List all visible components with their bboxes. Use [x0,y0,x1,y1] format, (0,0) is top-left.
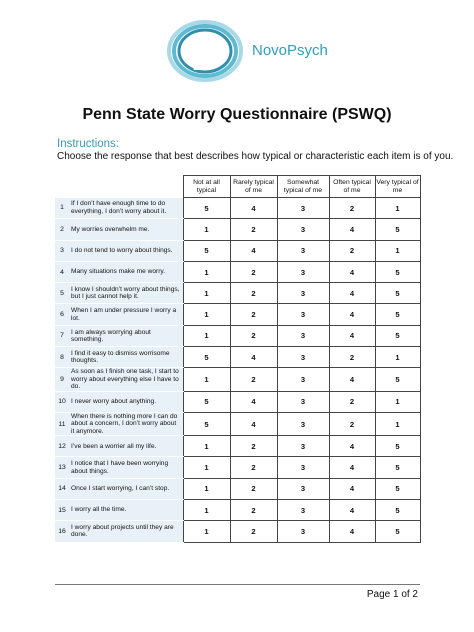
score-option[interactable]: 4 [329,478,375,499]
score-option[interactable]: 5 [375,368,420,391]
score-option[interactable]: 3 [277,198,329,219]
table-row [55,304,420,325]
score-option[interactable]: 2 [329,240,375,261]
score-option[interactable]: 1 [375,347,420,368]
score-option[interactable]: 5 [375,325,420,346]
score-option[interactable]: 1 [183,478,230,499]
score-option[interactable]: 2 [230,478,277,499]
item-text: I find it easy to dismiss worrisome thoughts. [69,347,183,368]
header-blank [55,176,69,198]
score-option[interactable]: 3 [277,521,329,542]
score-option[interactable]: 3 [277,436,329,457]
header-blank [69,176,183,198]
score-option[interactable]: 5 [183,391,230,412]
item-text: My worries overwhelm me. [69,219,183,240]
score-option[interactable]: 2 [230,283,277,304]
item-text: I am always worrying about something. [69,325,183,346]
item-text: As soon as I finish one task, I start to worry about everything else I have to do. [69,368,183,391]
column-header: Very typical of me [375,176,420,198]
score-option[interactable]: 4 [329,521,375,542]
score-option[interactable]: 1 [375,240,420,261]
item-number: 12 [55,436,69,457]
score-option[interactable]: 3 [277,457,329,478]
score-option[interactable]: 4 [329,368,375,391]
score-option[interactable]: 1 [183,436,230,457]
score-option[interactable]: 5 [375,436,420,457]
table-row [55,478,420,499]
instructions-heading: Instructions: [57,138,119,150]
item-number: 15 [55,500,69,521]
score-option[interactable]: 1 [183,219,230,240]
score-option[interactable]: 1 [183,500,230,521]
score-option[interactable]: 2 [329,412,375,435]
page-number: Page 1 of 2 [366,589,418,600]
table-row [55,240,420,261]
score-option[interactable]: 4 [230,198,277,219]
score-option[interactable]: 3 [277,478,329,499]
footer-divider [55,584,420,585]
item-text: I worry about projects until they are done. [69,521,183,542]
item-text: I do not tend to worry about things. [69,240,183,261]
score-option[interactable]: 2 [230,457,277,478]
score-option[interactable]: 2 [329,347,375,368]
score-option[interactable]: 5 [375,219,420,240]
item-number: 2 [55,219,69,240]
score-option[interactable]: 2 [230,325,277,346]
score-option[interactable]: 5 [183,240,230,261]
score-option[interactable]: 3 [277,368,329,391]
score-option[interactable]: 2 [329,198,375,219]
score-option[interactable]: 1 [183,521,230,542]
item-number: 10 [55,391,69,412]
score-option[interactable]: 2 [230,304,277,325]
item-number: 16 [55,521,69,542]
item-text: If I don’t have enough time to do everything, I don’t worry about it. [69,198,183,219]
score-option[interactable]: 5 [375,500,420,521]
score-option[interactable]: 3 [277,325,329,346]
table-row [55,261,420,282]
table-row [55,436,420,457]
item-text: I know I shouldn’t worry about things, but I just cannot help it. [69,283,183,304]
score-option[interactable]: 4 [329,436,375,457]
item-text: Once I start worrying, I can’t stop. [69,478,183,499]
score-option[interactable]: 1 [183,261,230,282]
score-option[interactable]: 1 [375,391,420,412]
score-option[interactable]: 4 [329,304,375,325]
item-text: Many situations make me worry. [69,261,183,282]
item-text: I never worry about anything. [69,391,183,412]
page-title: Penn State Worry Questionnaire (PSWQ) [82,106,392,123]
header-row [55,176,420,198]
score-option[interactable]: 3 [277,240,329,261]
table-row [55,219,420,240]
score-option[interactable]: 5 [375,478,420,499]
score-option[interactable]: 1 [375,412,420,435]
score-option[interactable]: 5 [375,283,420,304]
item-text: I notice that I have been worrying about things. [69,457,183,478]
score-option[interactable]: 4 [329,283,375,304]
table-row [55,198,420,219]
brand-name: NovoPsych [252,42,328,59]
head-profile-logo-icon [167,20,243,82]
score-option[interactable]: 4 [329,219,375,240]
score-option[interactable]: 4 [329,500,375,521]
table-row [55,412,420,435]
table-row [55,347,420,368]
score-option[interactable]: 3 [277,283,329,304]
score-option[interactable]: 5 [183,412,230,435]
score-option[interactable]: 4 [329,325,375,346]
item-number: 7 [55,325,69,346]
score-option[interactable]: 4 [329,261,375,282]
item-number: 6 [55,304,69,325]
score-option[interactable]: 1 [375,198,420,219]
table-row [55,283,420,304]
score-option[interactable]: 5 [375,261,420,282]
score-option[interactable]: 1 [183,457,230,478]
score-option[interactable]: 4 [329,457,375,478]
score-option[interactable]: 2 [230,261,277,282]
score-option[interactable]: 2 [230,368,277,391]
item-number: 9 [55,368,69,391]
score-option[interactable]: 1 [183,304,230,325]
score-option[interactable]: 2 [329,391,375,412]
item-text: I’ve been a worrier all my life. [69,436,183,457]
table-row [55,500,420,521]
column-header: Somewhat typical of me [277,176,329,198]
score-option[interactable]: 2 [230,436,277,457]
score-option[interactable]: 1 [183,283,230,304]
score-option[interactable]: 4 [230,240,277,261]
item-number: 11 [55,412,69,435]
column-header: Not at all typical [183,176,230,198]
table-row [55,368,420,391]
questionnaire-table [55,175,421,543]
score-option[interactable]: 5 [375,304,420,325]
table-row [55,521,420,542]
item-number: 14 [55,478,69,499]
score-option[interactable]: 3 [277,219,329,240]
item-number: 3 [55,240,69,261]
item-number: 13 [55,457,69,478]
score-option[interactable]: 3 [277,261,329,282]
score-option[interactable]: 5 [375,457,420,478]
score-option[interactable]: 1 [183,368,230,391]
score-option[interactable]: 4 [230,347,277,368]
score-option[interactable]: 3 [277,347,329,368]
item-number: 8 [55,347,69,368]
column-header: Rarely typical of me [230,176,277,198]
instructions-text: Choose the response that best describes how typical or characteristic each item is of you. [57,151,454,162]
score-option[interactable]: 1 [183,325,230,346]
score-option[interactable]: 2 [230,500,277,521]
score-option[interactable]: 3 [277,412,329,435]
score-option[interactable]: 4 [230,391,277,412]
table-row [55,325,420,346]
score-option[interactable]: 3 [277,391,329,412]
item-number: 1 [55,198,69,219]
score-option[interactable]: 4 [230,412,277,435]
column-header: Often typical of me [329,176,375,198]
score-option[interactable]: 3 [277,304,329,325]
score-option[interactable]: 3 [277,500,329,521]
item-text: I worry all the time. [69,500,183,521]
score-option[interactable]: 2 [230,219,277,240]
item-text: When I am under pressure I worry a lot. [69,304,183,325]
table-row [55,391,420,412]
score-option[interactable]: 5 [183,198,230,219]
item-text: When there is nothing more I can do about a concern, I don’t worry about it anymore. [69,412,183,435]
score-option[interactable]: 5 [183,347,230,368]
table-row [55,457,420,478]
score-option[interactable]: 5 [375,521,420,542]
item-number: 4 [55,261,69,282]
item-number: 5 [55,283,69,304]
score-option[interactable]: 2 [230,521,277,542]
